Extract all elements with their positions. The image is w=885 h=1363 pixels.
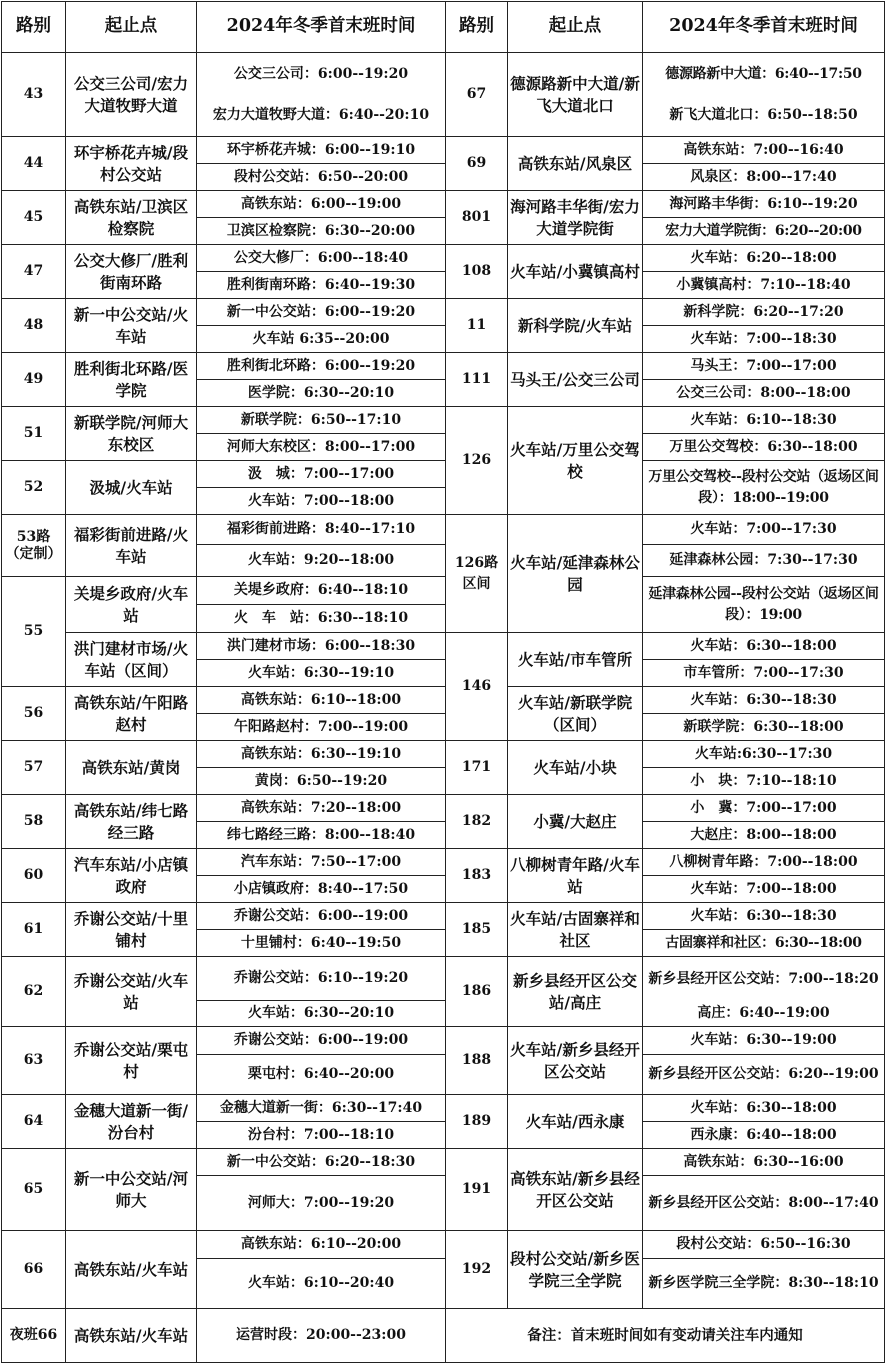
table-row [2,191,885,218]
route-time: 火车站：6:30--18:30 [643,687,885,714]
route-endpoints: 海河路丰华街/宏力大道学院街 [508,191,643,245]
route-time: 宏力大道学院街：6:20--20:00 [643,218,885,245]
route-time: 新乡医学院三全学院：8:30--18:10 [643,1259,885,1309]
route-time: 福彩街前进路：8:40--17:10 [197,515,446,545]
route-endpoints: 公交三公司/宏力大道牧野大道 [66,53,197,137]
table-row [2,795,885,822]
route-time: 延津森林公园：7:30--17:30 [643,545,885,577]
route-number: 43 [2,53,66,137]
route-time: 小 块：7:10--18:10 [643,768,885,795]
route-time: 火车站 6:35--20:00 [197,326,446,353]
table-row [2,849,885,876]
route-time: 新乡县经开区公交站：6:20--19:00 [643,1055,885,1095]
route-time: 火车站:6:30--17:30 [643,741,885,768]
route-endpoints: 火车站/小冀镇高村 [508,245,643,299]
route-endpoints: 火车站/古固寨祥和社区 [508,903,643,957]
route-endpoints: 火车站/小块 [508,741,643,795]
route-time: 段村公交站：6:50--20:00 [197,164,446,191]
route-number: 11 [446,299,508,353]
route-endpoints: 汽车东站/小店镇政府 [66,849,197,903]
route-endpoints: 乔谢公交站/十里铺村 [66,903,197,957]
route-time: 新飞大道北口：6:50--18:50 [643,95,885,137]
route-time: 汾台村：7:00--18:10 [197,1122,446,1149]
route-time: 新乡县经开区公交站：7:00--18:20 [643,957,885,1001]
route-number: 189 [446,1095,508,1149]
route-time: 高铁东站：6:10--20:00 [197,1231,446,1259]
route-endpoints: 高铁东站/午阳路赵村 [66,687,197,741]
route-endpoints: 新乡县经开区公交站/高庄 [508,957,643,1027]
route-number: 67 [446,53,508,137]
route-time: 段村公交站：6:50--16:30 [643,1231,885,1259]
route-endpoints: 胜利街北环路/医学院 [66,353,197,407]
table-row [2,577,885,605]
header-times: 2024年冬季首末班时间 [643,2,885,53]
route-time: 河师大东校区：8:00--17:00 [197,434,446,461]
route-time: 火车站：6:10--20:40 [197,1259,446,1309]
table-row [2,1149,885,1176]
route-time: 公交三公司：8:00--18:00 [643,380,885,407]
route-time: 乔谢公交站：6:00--19:00 [197,903,446,930]
table-row [2,245,885,272]
route-time: 小 冀：7:00--17:00 [643,795,885,822]
route-time: 河师大：7:00--19:20 [197,1176,446,1231]
route-number: 夜班66 [2,1309,66,1363]
route-endpoints: 高铁东站/黄岗 [66,741,197,795]
route-number: 45 [2,191,66,245]
route-endpoints: 段村公交站/新乡医学院三全学院 [508,1231,643,1309]
route-number: 186 [446,957,508,1027]
route-number: 183 [446,849,508,903]
route-number: 48 [2,299,66,353]
route-endpoints: 福彩街前进路/火车站 [66,515,197,577]
route-number: 47 [2,245,66,299]
route-number: 146 [446,633,508,741]
route-time: 古固寨祥和社区：6:30--18:00 [643,930,885,957]
table-row [2,687,885,714]
route-time: 关堤乡政府：6:40--18:10 [197,577,446,605]
route-endpoints: 公交大修厂/胜利街南环路 [66,245,197,299]
route-endpoints: 马头王/公交三公司 [508,353,643,407]
route-number: 49 [2,353,66,407]
table-row [2,1095,885,1122]
table-row [2,353,885,380]
route-number: 51 [2,407,66,461]
route-endpoints: 高铁东站/火车站 [66,1309,197,1363]
route-time: 黄岗：6:50--19:20 [197,768,446,795]
route-number: 111 [446,353,508,407]
route-time: 德源路新中大道：6:40--17:50 [643,53,885,95]
route-time: 火车站：9:20--18:00 [197,545,446,577]
route-number: 53路（定制） [2,515,66,577]
route-time: 十里铺村：6:40--19:50 [197,930,446,957]
table-row [2,1309,885,1363]
header-route: 路别 [446,2,508,53]
route-number: 801 [446,191,508,245]
route-number: 108 [446,245,508,299]
route-number: 192 [446,1231,508,1309]
route-time: 火车站：6:30--19:00 [643,1027,885,1055]
route-number: 66 [2,1231,66,1309]
table-row [2,957,885,1001]
header-endpoints: 起止点 [66,2,197,53]
route-time: 火车站：6:30--18:00 [643,633,885,660]
route-time: 新乡县经开区公交站：8:00--17:40 [643,1176,885,1231]
route-time: 高铁东站：7:20--18:00 [197,795,446,822]
route-number: 58 [2,795,66,849]
route-number: 182 [446,795,508,849]
table-row [2,515,885,545]
route-endpoints: 新联学院/河师大东校区 [66,407,197,461]
route-endpoints: 高铁东站/火车站 [66,1231,197,1309]
route-endpoints: 德源路新中大道/新飞大道北口 [508,53,643,137]
route-time: 高铁东站：6:30--19:10 [197,741,446,768]
table-row [2,633,885,660]
route-time: 运营时段：20:00--23:00 [197,1309,446,1363]
route-endpoints: 汲城/火车站 [66,461,197,515]
route-time: 新一中公交站：6:20--18:30 [197,1149,446,1176]
route-number: 171 [446,741,508,795]
route-number: 69 [446,137,508,191]
route-time: 乔谢公交站：6:00--19:00 [197,1027,446,1055]
route-time: 环宇桥花卉城：6:00--19:10 [197,137,446,164]
route-time: 公交三公司：6:00--19:20 [197,53,446,95]
route-endpoints: 火车站/新乡县经开区公交站 [508,1027,643,1095]
schedule-table [1,1,885,1363]
route-number: 64 [2,1095,66,1149]
route-time: 医学院：6:30--20:10 [197,380,446,407]
route-endpoints: 新一中公交站/河师大 [66,1149,197,1231]
route-time: 新联学院：6:50--17:10 [197,407,446,434]
table-row [2,461,885,488]
route-time: 万里公交驾校--段村公交站（返场区间段）：18:00--19:00 [643,461,885,515]
route-endpoints: 洪门建材市场/火车站（区间） [66,633,197,687]
route-time: 金穗大道新一街：6:30--17:40 [197,1095,446,1122]
route-endpoints: 金穗大道新一街/汾台村 [66,1095,197,1149]
route-endpoints: 关堤乡政府/火车站 [66,577,197,633]
route-number: 56 [2,687,66,741]
route-number: 63 [2,1027,66,1095]
route-endpoints: 乔谢公交站/栗屯村 [66,1027,197,1095]
route-time: 新一中公交站：6:00--19:20 [197,299,446,326]
route-time: 火车站：7:00--18:00 [197,488,446,515]
route-time: 大赵庄：8:00--18:00 [643,822,885,849]
route-time: 火车站：7:00--17:30 [643,515,885,545]
route-time: 栗屯村：6:40--20:00 [197,1055,446,1095]
route-endpoints: 火车站/延津森林公园 [508,515,643,633]
route-number: 191 [446,1149,508,1231]
route-time: 八柳树青年路：7:00--18:00 [643,849,885,876]
route-time: 汽车东站：7:50--17:00 [197,849,446,876]
route-time: 小店镇政府：8:40--17:50 [197,876,446,903]
route-time: 公交大修厂：6:00--18:40 [197,245,446,272]
route-time: 高庄：6:40--19:00 [643,1001,885,1027]
route-endpoints: 环宇桥花卉城/段村公交站 [66,137,197,191]
route-time: 高铁东站：6:30--16:00 [643,1149,885,1176]
table-row [2,1231,885,1259]
route-number: 52 [2,461,66,515]
route-time: 市车管所：7:00--17:30 [643,660,885,687]
route-time: 马头王：7:00--17:00 [643,353,885,380]
route-time: 新科学院：6:20--17:20 [643,299,885,326]
header-row [2,2,885,53]
route-number: 62 [2,957,66,1027]
route-endpoints: 火车站/市车管所 [508,633,643,687]
route-endpoints: 新科学院/火车站 [508,299,643,353]
route-endpoints: 乔谢公交站/火车站 [66,957,197,1027]
schedule-note: 备注：首末班时间如有变动请关注车内通知 [446,1309,885,1363]
route-time: 小冀镇高村：7:10--18:40 [643,272,885,299]
route-endpoints: 火车站/西永康 [508,1095,643,1149]
route-time: 胜利街北环路：6:00--19:20 [197,353,446,380]
route-time: 风泉区：8:00--17:40 [643,164,885,191]
route-number: 61 [2,903,66,957]
route-time: 乔谢公交站：6:10--19:20 [197,957,446,1001]
route-time: 延津森林公园--段村公交站（返场区间段）：19:00 [643,577,885,633]
route-number: 60 [2,849,66,903]
route-number: 57 [2,741,66,795]
route-endpoints: 高铁东站/新乡县经开区公交站 [508,1149,643,1231]
route-time: 卫滨区检察院：6:30--20:00 [197,218,446,245]
table-row [2,1027,885,1055]
route-time: 万里公交驾校：6:30--18:00 [643,434,885,461]
route-time: 火车站：6:20--18:00 [643,245,885,272]
route-time: 西永康：6:40--18:00 [643,1122,885,1149]
route-number: 44 [2,137,66,191]
route-time: 高铁东站：7:00--16:40 [643,137,885,164]
route-endpoints: 高铁东站/卫滨区检察院 [66,191,197,245]
route-endpoints: 火车站/万里公交驾校 [508,407,643,515]
route-number: 55 [2,577,66,687]
route-time: 胜利街南环路：6:40--19:30 [197,272,446,299]
route-time: 高铁东站：6:00--19:00 [197,191,446,218]
route-endpoints: 八柳树青年路/火车站 [508,849,643,903]
table-row [2,137,885,164]
route-endpoints: 新一中公交站/火车站 [66,299,197,353]
route-endpoints: 高铁东站/纬七路经三路 [66,795,197,849]
header-route: 路别 [2,2,66,53]
route-time: 火车站：7:00--18:30 [643,326,885,353]
route-time: 午阳路赵村：7:00--19:00 [197,714,446,741]
route-time: 新联学院：6:30--18:00 [643,714,885,741]
route-number: 126路区间 [446,515,508,633]
header-endpoints: 起止点 [508,2,643,53]
route-time: 火车站：6:10--18:30 [643,407,885,434]
route-number: 185 [446,903,508,957]
route-time: 火车站：6:30--18:00 [643,1095,885,1122]
route-number: 65 [2,1149,66,1231]
table-row [2,407,885,434]
route-endpoints: 高铁东站/风泉区 [508,137,643,191]
route-number: 126 [446,407,508,515]
header-times: 2024年冬季首末班时间 [197,2,446,53]
route-time: 火车站：7:00--18:00 [643,876,885,903]
route-endpoints: 火车站/新联学院（区间） [508,687,643,741]
route-time: 火车站：6:30--18:30 [643,903,885,930]
route-time: 洪门建材市场：6:00--18:30 [197,633,446,660]
table-row [2,903,885,930]
route-time: 火 车 站：6:30--18:10 [197,605,446,633]
route-time: 宏力大道牧野大道：6:40--20:10 [197,95,446,137]
route-number: 188 [446,1027,508,1095]
table-row [2,741,885,768]
route-endpoints: 小冀/大赵庄 [508,795,643,849]
route-time: 纬七路经三路：8:00--18:40 [197,822,446,849]
route-time: 海河路丰华街：6:10--19:20 [643,191,885,218]
table-row [2,53,885,95]
route-time: 火车站：6:30--20:10 [197,1001,446,1027]
route-time: 火车站：6:30--19:10 [197,660,446,687]
table-row [2,299,885,326]
route-time: 汲 城：7:00--17:00 [197,461,446,488]
route-time: 高铁东站：6:10--18:00 [197,687,446,714]
